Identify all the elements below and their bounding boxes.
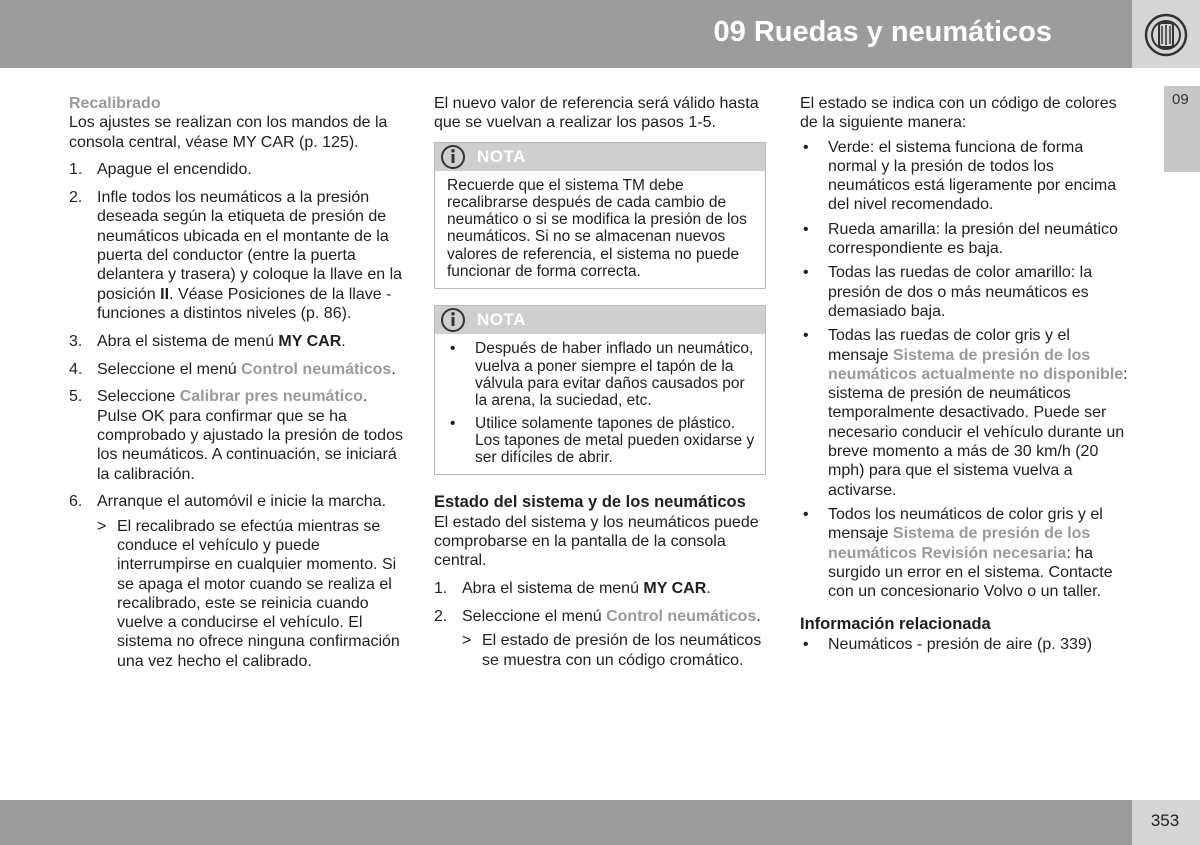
- recalibrado-intro: Los ajustes se realizan con los mandos de la consola central, véase MY CAR (p. 125).: [69, 114, 388, 151]
- step-text: Seleccione: [97, 388, 180, 406]
- bullet-icon: •: [450, 340, 456, 358]
- related-link[interactable]: [800, 635, 1130, 654]
- result-marker: >: [97, 517, 107, 535]
- chapter-tab-label: 09: [1172, 91, 1189, 108]
- step-text: . Pulse OK para confirmar que se ha comprobado y ajustado la presión de todos los neumáticos. A continuación, se iniciará la calibración.: [97, 388, 403, 483]
- menu-option: Control neumáticos: [241, 360, 392, 378]
- bullet-icon: •: [803, 264, 809, 282]
- list-item: [69, 188, 404, 323]
- related-link-text[interactable]: Neumáticos - presión de aire (p. 339): [828, 635, 1093, 653]
- page-number-box: [1132, 800, 1200, 845]
- step-text: .: [391, 360, 396, 378]
- menu-option: Control neumáticos: [606, 607, 757, 625]
- menu-name: MY CAR: [643, 580, 707, 598]
- bullet-icon: •: [803, 138, 809, 156]
- bullet-icon: •: [803, 327, 809, 345]
- column-1: [69, 94, 404, 671]
- bullet-text: Todas las ruedas de color gris y el mensaje: [828, 327, 1070, 364]
- step-number: 2.: [434, 607, 448, 625]
- menu-option: Calibrar pres neumático: [179, 388, 363, 406]
- list-item: [800, 138, 1130, 215]
- list-item: [434, 579, 766, 598]
- section-heading-related: Información relacionada: [800, 615, 991, 634]
- step-number: 1.: [69, 161, 83, 179]
- section-heading-recalibrado: Recalibrado: [69, 95, 161, 112]
- note-body: [435, 171, 765, 289]
- reference-intro: El nuevo valor de referencia será válido hasta que se vuelvan a realizar los pasos 1-5.: [434, 95, 759, 132]
- step-number: 4.: [69, 360, 83, 378]
- bullet-text: Verde: el sistema funciona de forma normal y la presión de todos los neumáticos está ligeramente por encima del nivel recomendado.: [828, 138, 1117, 214]
- recalibrado-steps: [69, 160, 404, 671]
- estado-steps: [434, 579, 766, 670]
- note-text: Recuerde que el sistema TM debe recalibrarse después de cada cambio de neumático o si se modifica la presión de los neumáticos. Si no se almacenan nuevos valores de referencia, el sistema no puede funcionar de forma correcta.: [447, 176, 747, 281]
- color-code-intro: El estado se indica con un código de colores de la siguiente manera:: [800, 95, 1117, 132]
- step-number: 6.: [69, 493, 83, 511]
- bullet-text: Todos los neumáticos de color gris y el mensaje: [828, 505, 1103, 543]
- note-box-2: [434, 305, 766, 475]
- menu-name: MY CAR: [278, 332, 342, 350]
- bullet-text: Utilice solamente tapones de plástico. Los tapones de metal pueden oxidarse y ser difíciles de abrir.: [475, 414, 755, 467]
- note-box-1: [434, 142, 766, 290]
- list-item: [447, 415, 755, 467]
- step-number: 5.: [69, 388, 83, 406]
- column-2: [434, 94, 766, 670]
- section-heading-estado: Estado del sistema y de los neumáticos: [434, 493, 746, 512]
- list-item: [69, 492, 404, 671]
- note-label: NOTA: [477, 146, 526, 166]
- list-item: [69, 387, 404, 483]
- bullet-text: Rueda amarilla: la presión del neumático correspondiente es baja.: [828, 220, 1118, 258]
- step-text: Abra el sistema de menú: [97, 332, 279, 350]
- bullet-text: Todas las ruedas de color amarillo: la presión de dos o más neumáticos es demasiado baja.: [828, 264, 1093, 320]
- related-list: [800, 635, 1130, 654]
- header-bar: [0, 0, 1132, 68]
- bullet-text: Después de haber inflado un neumático, vuelva a poner siempre el tapón de la válvula para evitar daños causados por la arena, la suciedad, etc.: [475, 340, 754, 410]
- list-item: [69, 160, 404, 179]
- column-3: [800, 94, 1130, 654]
- step-number: 1.: [434, 580, 448, 598]
- step-result: [97, 517, 404, 671]
- note-label: NOTA: [477, 310, 526, 330]
- bullet-text: : sistema de presión de neumáticos temporalmente desactivado. Puede ser necesario conducir el vehículo durante un breve momento a más de 30 km/h (20 mph) para que el sistema vuelva a activarse.: [828, 365, 1128, 499]
- status-bullets: [800, 138, 1130, 602]
- step-text: .: [756, 607, 761, 625]
- bullet-icon: •: [803, 505, 809, 523]
- list-item: [800, 220, 1130, 259]
- system-message: Sistema de presión de los neumáticos actualmente no disponible: [828, 346, 1124, 383]
- bullet-icon: •: [803, 220, 809, 238]
- result-text: El recalibrado se efectúa mientras se conduce el vehículo y puede interrumpirse en cualquier momento. Si se apaga el motor cuando se realiza el recalibrado, este se reinicia cuando vuelve a conducirse el vehículo. El sistema no ofrece ninguna confirmación una vez hecho el calibrado.: [117, 517, 400, 670]
- list-item: [69, 332, 404, 351]
- step-text: .: [341, 332, 346, 350]
- step-text: . Véase Posiciones de la llave - funciones a distintos niveles (p. 86).: [97, 285, 392, 322]
- step-text: Infle todos los neumáticos a la presión deseada según la etiqueta de presión de neumáticos ubicada en el montante de la puerta del conductor (entre la puerta delantera y trasera) y coloque la llave en la posición: [97, 189, 403, 303]
- tire-icon: [1144, 13, 1188, 57]
- header-icon-box: [1132, 0, 1200, 68]
- note-body: [435, 334, 765, 474]
- chapter-tab: [1164, 86, 1200, 172]
- estado-body: El estado del sistema y los neumáticos puede comprobarse en la pantalla de la consola central.: [434, 513, 759, 570]
- footer-bar: [0, 800, 1132, 845]
- info-icon: [439, 144, 467, 170]
- step-number: 3.: [69, 332, 83, 350]
- list-item: [69, 360, 404, 379]
- system-message: Sistema de presión de los neumáticos Revisión necesaria: [828, 525, 1091, 562]
- step-text: Arranque el automóvil e inicie la marcha.: [97, 493, 387, 511]
- step-result: [462, 631, 766, 670]
- step-text: .: [706, 580, 711, 598]
- note-header: [435, 306, 765, 334]
- list-item: [447, 340, 755, 409]
- chapter-title: 09 Ruedas y neumáticos: [713, 16, 1052, 48]
- list-item: [800, 505, 1130, 601]
- step-text: Apague el encendido.: [97, 161, 252, 179]
- note-header: [435, 143, 765, 171]
- bullet-text: : ha surgido un error en el sistema. Contacte con un concesionario Volvo o un taller.: [828, 544, 1113, 601]
- step-number: 2.: [69, 189, 83, 207]
- page-number: 353: [1150, 811, 1180, 830]
- step-text: Abra el sistema de menú: [462, 580, 644, 598]
- bullet-icon: •: [803, 635, 809, 653]
- list-item: [434, 607, 766, 670]
- result-text: El estado de presión de los neumáticos se muestra con un código cromático.: [482, 632, 762, 669]
- result-marker: >: [462, 632, 472, 650]
- step-text: Seleccione el menú: [462, 607, 607, 625]
- note-bullets: [447, 340, 755, 466]
- info-icon: [439, 307, 467, 333]
- list-item: [800, 263, 1130, 321]
- key-position: II: [160, 285, 170, 303]
- bullet-icon: •: [450, 414, 456, 432]
- step-text: Seleccione el menú: [97, 360, 242, 378]
- list-item: [800, 326, 1130, 500]
